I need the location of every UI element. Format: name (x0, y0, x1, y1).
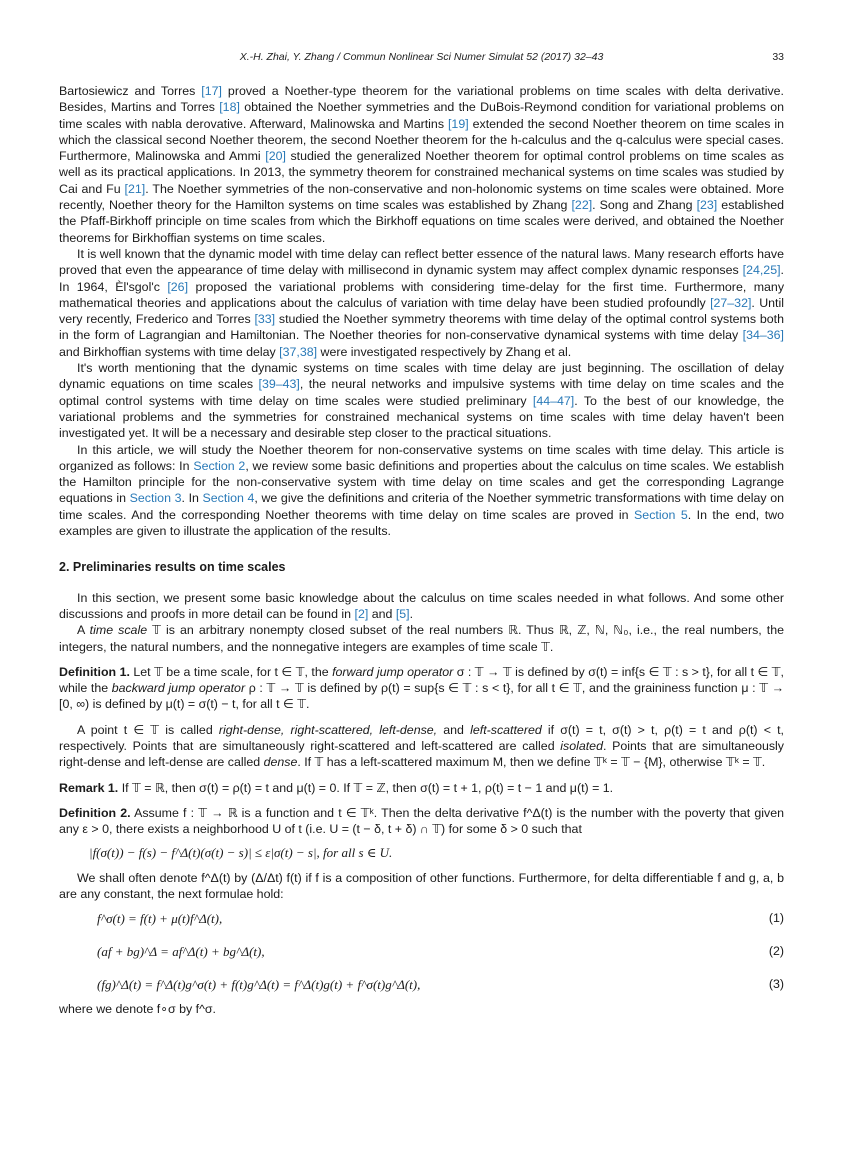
equation-number: (2) (768, 944, 784, 959)
intro-paragraph-2: It is well known that the dynamic model with time delay can reflect better essence of the natural laws. Many research efforts have proved that even the appearance of time delay with millisecond in dynamic system may affect complex dynamic responses [24,25]. In 1964, Èl'sgol'c [26] proposed the variational problems with considering time-delay for the first time. Furthermore, many mathematical theories and applications about the calculus of variation with time delay have been studied profoundly [27–32]. Until very recently, Frederico and Torres [33] studied the Noether symmetry theorems with time delay of the optimal control systems both in the form of Lagrangian and Hamiltonian. The Noether theories for non-conservative dynamical systems with time delay [34–36] and Birkhoffian systems with time delay [37,38] were investigated respectively by Zhang et al. (59, 246, 785, 359)
citation-link[interactable]: [18] (219, 100, 240, 115)
citation-link[interactable]: [21] (124, 181, 146, 196)
definition-label: Definition 2. (59, 805, 131, 820)
definition-label: Definition 1. (59, 664, 130, 679)
section-heading: 2. Preliminaries results on time scales (59, 560, 286, 575)
section2-paragraph-4: We shall often denote f^Δ(t) by (Δ/Δt) f(t) if f is a composition of other functions. Furthermore, for delta differentiable f and g, a, b are any constant, the next formulae hold: (59, 870, 784, 902)
section-link[interactable]: Section 2 (193, 458, 246, 473)
section2-paragraph-2: A time scale 𝕋 is an arbitrary nonempty closed subset of the real numbers ℝ. Thus ℝ, ℤ, ℕ, ℕ₀, i.e., the real numbers, the integers, the natural numbers, and the nonnegative integers are examples of time scale 𝕋. (59, 623, 785, 654)
equation-number: (1) (768, 911, 784, 926)
equation-1 (59, 902, 784, 935)
citation-link[interactable]: [23] (696, 198, 718, 213)
citation-link[interactable]: [19] (447, 116, 469, 131)
citation-link[interactable]: [39–43] (258, 377, 300, 392)
page-number: 33 (772, 51, 784, 63)
section-link[interactable]: Section 3 (129, 491, 182, 506)
intro-paragraph-1: Bartosiewicz and Torres [17] proved a Noether-type theorem for the variational problems on time scales with delta derivative. Besides, Martins and Torres [18] obtained the Noether symmetries and the DuBois-Reymond condition for variational problems on time scales with nabla derovative. Afterward, Malinowska and Martins [19] extended the second Noether theorem on time scales in which the classical second Noether theorem, the second Noether theorem for the h-calculus and the q-calculus were special cases. Furthermore, Malinowska and Ammi [20] studied the generalized Noether theorem for optimal control problems on time scales as well as its practical applications. In 2013, the symmetry theorem for constrained mechanical systems on time scales was studied by Cai and Fu [21]. The Noether symmetries of the non-conservative and non-holonomic systems on time scales were obtained. More recently, Noether theory for the Hamilton systems on time scales was established by Zhang [22]. Song and Zhang [23] established the Pfaff-Birkhoff principle on time scales from which the Birkhoff equations on time scales were derived, and obtained the Noether theorems for Birkhoffian systems on time scales. (59, 84, 784, 245)
intro-paragraph-3: It's worth mentioning that the dynamic systems on time scales with time delay are just beginning. The oscillation of delay dynamic equations on time scales [39–43], the neural networks and impulsive systems with time delay on time scales and the optimal control systems with time delay on time scales were studied preliminary [44–47]. To the best of our knowledge, the variational problems and the symmetries for constrained mechanical systems on time scales with time delay haven't been investigated yet. It will be a necessary and desirable step closer to the practical situations. (59, 361, 784, 441)
closing-line: where we denote f∘σ by f^σ. (59, 1002, 216, 1017)
equation-expression: (fg)^Δ(t) = f^Δ(t)g^σ(t) + f(t)g^Δ(t) = f^Δ(t)g(t) + f^σ(t)g^Δ(t), (97, 977, 421, 993)
equation-2 (59, 935, 784, 968)
remark-1: Remark 1. If 𝕋 = ℝ, then σ(t) = ρ(t) = t and μ(t) = 0. If 𝕋 = ℤ, then σ(t) = t + 1, ρ(t) = t − 1 and μ(t) = 1. (59, 780, 614, 795)
citation-link[interactable]: [17] (201, 84, 222, 98)
journal-citation: X.-H. Zhai, Y. Zhang / Commun Nonlinear Sci Numer Simulat 52 (2017) 32–43 (239, 51, 604, 63)
definition-2: Definition 2. Assume f : 𝕋 → ℝ is a function and t ∈ 𝕋ᵏ. Then the delta derivative f^Δ(t) is the number with the poverty that given any ε > 0, there exists a neighborhood U of t (i.e. U = (t − δ, t + δ) ∩ 𝕋) for some δ > 0 such that (59, 805, 784, 837)
citation-link[interactable]: [20] (265, 149, 286, 164)
citation-link[interactable]: [2] (354, 606, 369, 621)
citation-link[interactable]: [26] (167, 279, 189, 294)
equation-expression: (af + bg)^Δ = af^Δ(t) + bg^Δ(t), (97, 944, 265, 960)
article-body (59, 83, 784, 1018)
section2-paragraph-1: In this section, we present some basic knowledge about the calculus on time scales needed in what follows. And some other discussions and proofs in more detail can be found in [2] and [5]. (59, 590, 784, 621)
equation-3 (59, 968, 784, 1001)
section-link[interactable]: Section 5 (634, 507, 688, 522)
section-link[interactable]: Section 4 (202, 491, 255, 506)
citation-link[interactable]: [24,25] (742, 263, 781, 278)
definition-1: Definition 1. Let 𝕋 be a time scale, for t ∈ 𝕋, the forward jump operator σ : 𝕋 → 𝕋 is defined by σ(t) = inf{s ∈ 𝕋 : s > t}, for all t ∈ 𝕋, while the backward jump operator ρ : 𝕋 → 𝕋 is defined by ρ(t) = sup{s ∈ 𝕋 : s < t}, for all t ∈ 𝕋, and the graininess function μ : 𝕋 → [0, ∞) is defined by μ(t) = σ(t) − t, for all t ∈ 𝕋. (59, 664, 785, 712)
citation-link[interactable]: [22] (571, 198, 593, 213)
display-equation: |f(σ(t)) − f(s) − f^Δ(t)(σ(t) − s)| ≤ ε|σ(t) − s|, for all s ∈ U. (89, 845, 393, 861)
remark-label: Remark 1. (59, 780, 119, 795)
citation-link[interactable]: [33] (254, 312, 276, 327)
citation-link[interactable]: [44–47] (532, 393, 575, 408)
section2-paragraph-3: A point t ∈ 𝕋 is called right-dense, right-scattered, left-dense, and left-scattered if σ(t) = t, σ(t) > t, ρ(t) = t and ρ(t) < t, respectively. Points that are simultaneously right-scattered and left-scattered are called isolated. Points that are simultaneously right-dense and left-dense are called dense. If 𝕋 has a left-scattered maximum M, then we define 𝕋ᵏ = 𝕋 − {M}, otherwise 𝕋ᵏ = 𝕋. (59, 722, 785, 770)
citation-link[interactable]: [5] (395, 606, 410, 621)
equation-number: (3) (768, 977, 784, 992)
citation-link[interactable]: [37,38] (279, 344, 318, 359)
equation-expression: f^σ(t) = f(t) + μ(t)f^Δ(t), (97, 911, 223, 927)
citation-link[interactable]: [34–36] (742, 328, 784, 343)
citation-link[interactable]: [27–32] (710, 295, 752, 310)
intro-paragraph-4: In this article, we will study the Noether theorem for non-conservative systems on time scales with time delay. This article is organized as follows: In Section 2, we review some basic definitions and properties about the calculus on time scales. We establish the Hamilton principle for the non-conservative system with time delay on time scales and get the corresponding Lagrange equations in Section 3. In Section 4, we give the definitions and criteria of the Noether symmetric transformations with time delay on time scales. And the corresponding Noether theorems with time delay on time scales are proved in Section 5. In the end, two examples are given to illustrate the application of the results. (59, 442, 785, 539)
